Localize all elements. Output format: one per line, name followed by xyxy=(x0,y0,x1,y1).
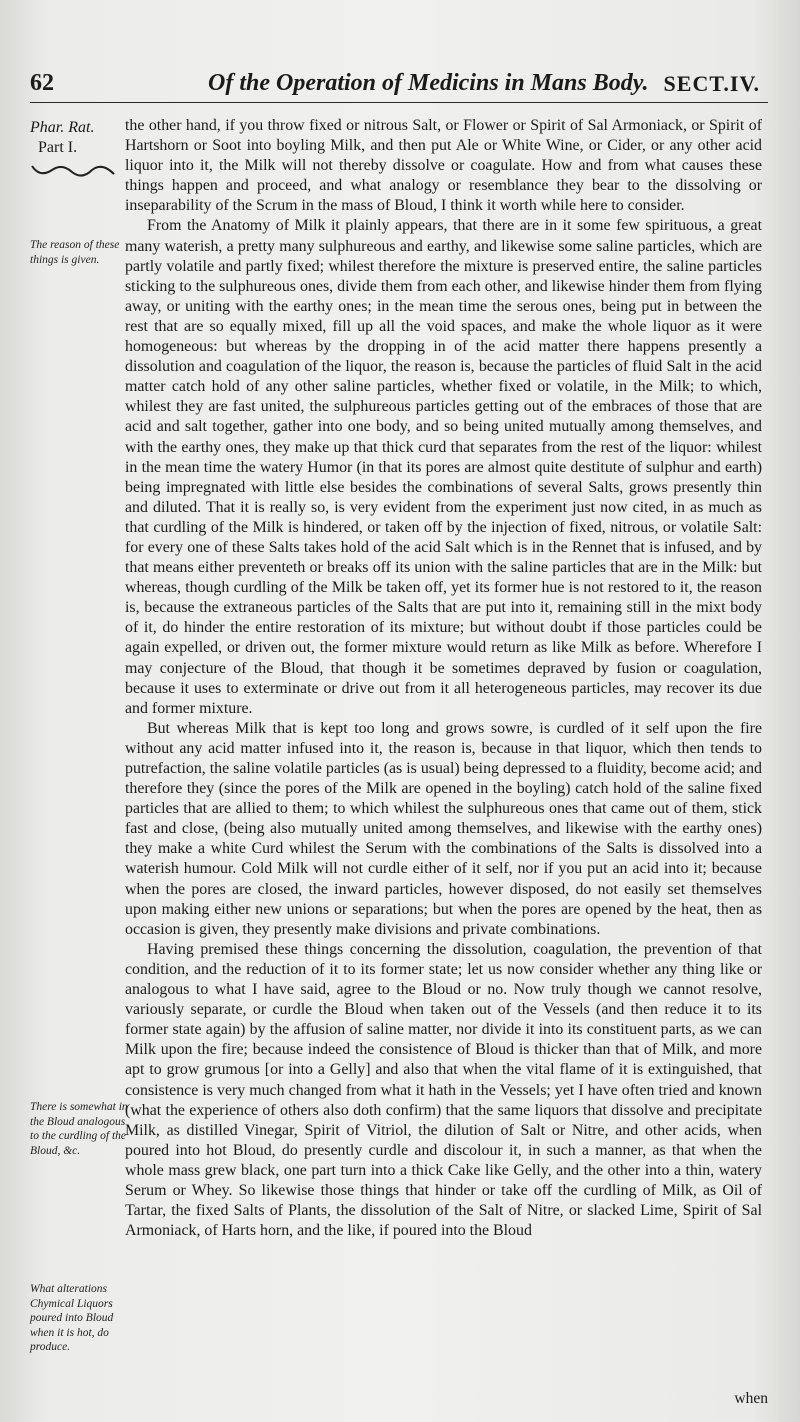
margin-note-reason: The reason of these things is given. xyxy=(30,239,120,266)
part-label xyxy=(30,118,94,158)
running-title: Of the Operation of Medicins in Mans Body. xyxy=(208,70,649,96)
paragraph: But whereas Milk that is kept too long and grows sowre, is curdled of it self upon the fire without any acid matter infused into it, the reason is, because in that liquor, which then tends to putrefaction, the saline volatile particles (as is usual) being depressed to a fluidity, become acid; and therefore they (since the pores of the Milk are opened in the boyling) catch hold of the saline fixed particles that are allied to them; to which whilest the sulphureous ones that came out of them, stick fast and close, (being also mutually united among themselves, and likewise with the earthy ones) they make a white Curd whilest the Serum with the combinations of the Salts is dissolved into a waterish humour. Cold Milk will not curdle either of it self, nor if you put an acid into it; because when the pores are closed, the inward particles, however disposed, do not easily set themselves upon making either new unions or separations; but when the pores are opened by the heat, then as occasion is given, they presently make divisions and private combinations. xyxy=(125,719,762,938)
section-label: SECT.IV. xyxy=(663,71,760,96)
part-label-line1: Phar. Rat. xyxy=(30,119,95,136)
catchword: when xyxy=(734,1390,768,1407)
body-text xyxy=(125,116,762,1241)
paragraph: From the Anatomy of Milk it plainly appears, that there are in it some few spirituous, a great many waterish, a pretty many sulphureous and earthy, and likewise some saline particles, which are partly volatile and partly fixed; whilest therefore the mixture is preserved entire, the saline particles sticking to the sulphureous ones, divide them from each other, and likewise hinder them from flying away, or uniting with the earthy ones; in the mean time the serous ones, being put in between the rest that are so equally mixed, fill up all the void spaces, and make the whole liquor as it were homogeneous: but whereas by the dropping in of the acid matter there happens presently a dissolution and coagulation of the liquor, the reason is, because the particles of fluid Salt in the acid matter catch hold of any other saline particles, whether fixed or volatile, in the Milk; to which, whilest they are fast united, the sulphureous particles getting out of the embraces of those that are acid and salt together, gather into one body, and so being united mutually among themselves, and with the earthy ones, they make up that thick curd that separates from the rest of the liquor: whilest in the mean time the watery Humor (in that its pores are almost quite destitute of sulphur and earth) being impregnated with little else besides the combinations of several Salts, grows presently thin and diluted. That it is really so, is very evident from the experiment just now cited, in as much as that curdling of the Milk is hindered, or taken off by the injection of fixed, nitrous, or volatile Salt: for every one of these Salts takes hold of the acid Salt which is in the Rennet that is infused, and by that means either preventeth or breaks off its union with the saline particles that are in the Milk: but whereas, though curdling of the Milk be taken off, yet its former hue is not restored to it, the reason is, because the extraneous particles of the Salts that are put into it, remaining still in the mixt body of it, do hinder the entire restoration of its mixture; but without doubt if those particles could be again expelled, or driven out, the former mixture would return as like Milk as before. Wherefore I may conjecture of the Bloud, that though it be sometimes depraved by fusion or coagulation, because it uses to exterminate or drive out from it all heterogeneous particles, may recover its due and former mixture. xyxy=(125,217,762,717)
flourish-ornament-icon xyxy=(28,160,118,182)
paragraph: Having premised these things concerning the dissolution, coagulation, the prevention of that condition, and the reduction of it to its former state; let us now consider whether any thing like or analogous to what I have said, agree to the Bloud or no. Now truly though we cannot resolve, variously separate, or curdle the Bloud when taken out of the Vessels (and then reduce it to its former state again) by the affusion of saline matter, nor divide it into its constituent parts, as we can Milk upon the fire; because indeed the consistence of Bloud is thicker than that of Milk, and more apt to grow grumous [or into a Gelly] and also that when the vital flame of it is extinguished, that consistence is very much changed from what it hath in the Vessels; yet I have often tried and known (what the experience of others also doth confirm) that the same liquors that dissolve and precipitate Milk, as distilled Vinegar, Spirit of Vitriol, the dilution of Salt or Nitre, and other acids, when poured into hot Bloud, do presently curdle and discolour it, in such a manner, as that when the whole mass grew black, one part turn into a thick Cake like Gelly, and the other into a thin, watery Serum or Whey. So likewise those things that hinder or take off the curdling of Milk, as Oil of Tartar, the fixed Salts of Plants, the dissolution of the Salt of Nitre, or slacked Lime, Spirit of Sal Armoniack, of Harts horn, and the like, if poured into the Bloud xyxy=(125,940,762,1240)
running-header xyxy=(30,62,768,103)
paragraph: the other hand, if you throw fixed or nitrous Salt, or Flower or Spirit of Sal Armoniack, or Spirit of Hartshorn or Soot into boyling Milk, and then put Ale or White Wine, or Cider, or any other acid liquor into it, the Milk will not thereby dissolve or coagulate. How and from what causes these things happen and proceed, and what analogy or resemblance they bear to the dissolving or inseparability of the Scrum in the mass of Bloud, I think it worth while here to consider. xyxy=(125,117,762,215)
margin-note-bloud-analogous: There is somewhat in the Bloud analogous to the curdling of the Bloud, &c. xyxy=(30,1101,128,1157)
margin-note-chymical-liquors: What alterations Chymical Liquors poured into Bloud when it is hot, do produce. xyxy=(30,1283,114,1353)
page-number: 62 xyxy=(30,70,54,96)
part-label-line2: Part I. xyxy=(38,139,78,156)
